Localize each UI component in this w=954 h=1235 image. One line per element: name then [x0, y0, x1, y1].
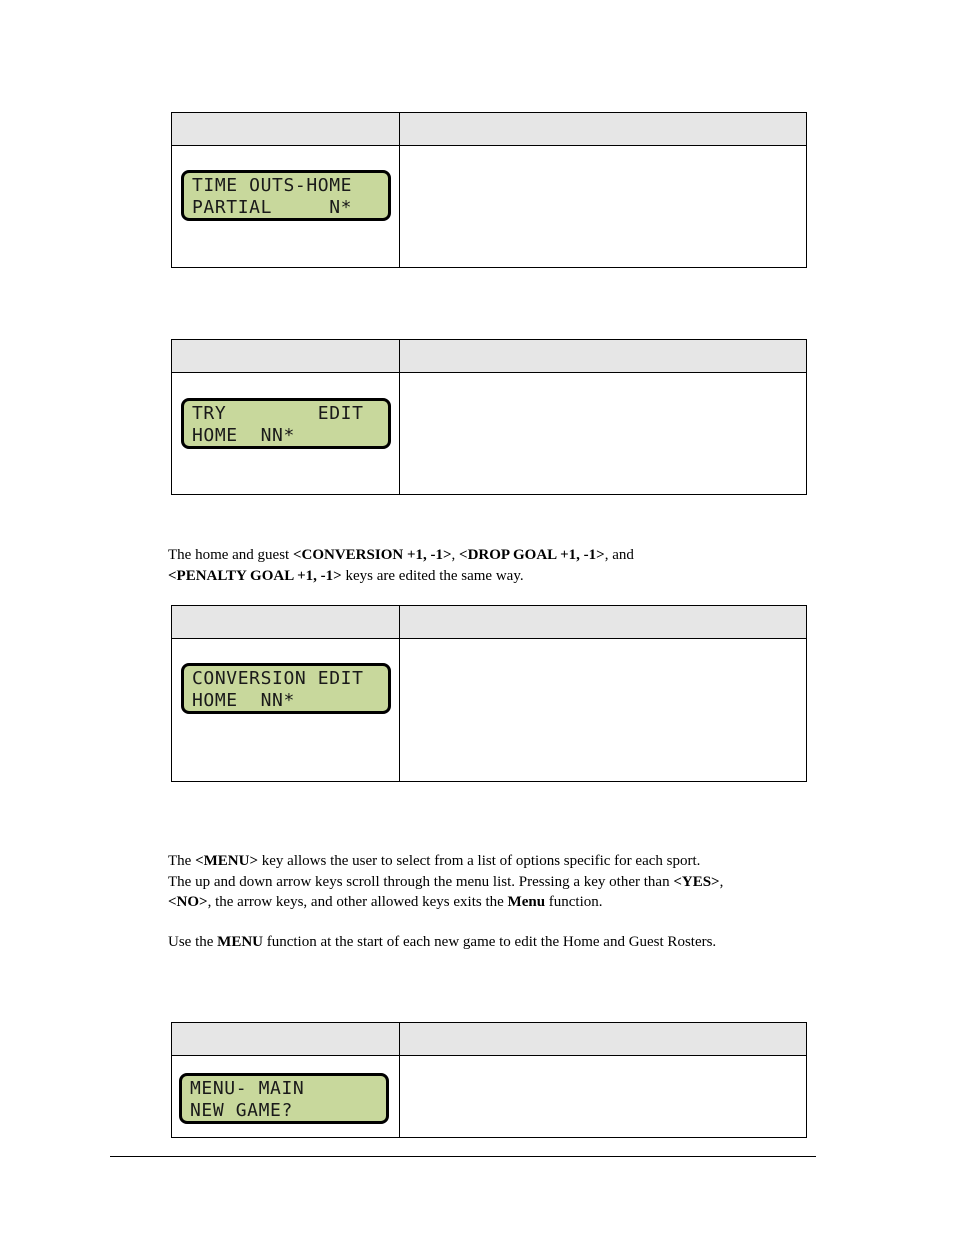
display-table-conversion — [171, 605, 807, 782]
table-header — [172, 606, 806, 639]
table-header — [172, 113, 806, 146]
lcd-line-1: TRY EDIT — [192, 403, 364, 424]
table-header — [172, 1023, 806, 1056]
lcd-line-2: HOME NN* — [192, 690, 295, 711]
paragraph-edit-keys: The home and guest <CONVERSION +1, -1>, <DROP GOAL +1, -1>, and <PENALTY GOAL +1, -1> keys are edited the same way. — [168, 547, 634, 584]
paragraph-menu-key: The <MENU> key allows the user to select from a list of options specific for each sport. The up and down arrow keys scroll through the menu list. Pressing a key other than <YES>, <NO>, the arrow keys, and other allowed keys exits the Menu function. — [168, 853, 724, 910]
lcd-line-1: TIME OUTS-HOME — [192, 175, 353, 196]
lcd-display — [179, 1073, 389, 1124]
lcd-line-1: MENU- MAIN — [190, 1078, 305, 1099]
display-table-menu — [171, 1022, 807, 1138]
lcd-line-2: NEW GAME? — [190, 1100, 293, 1121]
lcd-line-1: CONVERSION EDIT — [192, 668, 364, 689]
display-table-try — [171, 339, 807, 495]
lcd-line-2: HOME NN* — [192, 425, 295, 446]
lcd-display — [181, 663, 391, 714]
table-header — [172, 340, 806, 373]
paragraph-menu-function: Use the MENU function at the start of each new game to edit the Home and Guest Rosters. — [168, 934, 717, 950]
lcd-display — [181, 398, 391, 449]
lcd-line-2: PARTIAL N* — [192, 197, 353, 218]
lcd-display — [181, 170, 391, 221]
display-table-time-outs — [171, 112, 807, 268]
footer-divider — [110, 1156, 816, 1157]
